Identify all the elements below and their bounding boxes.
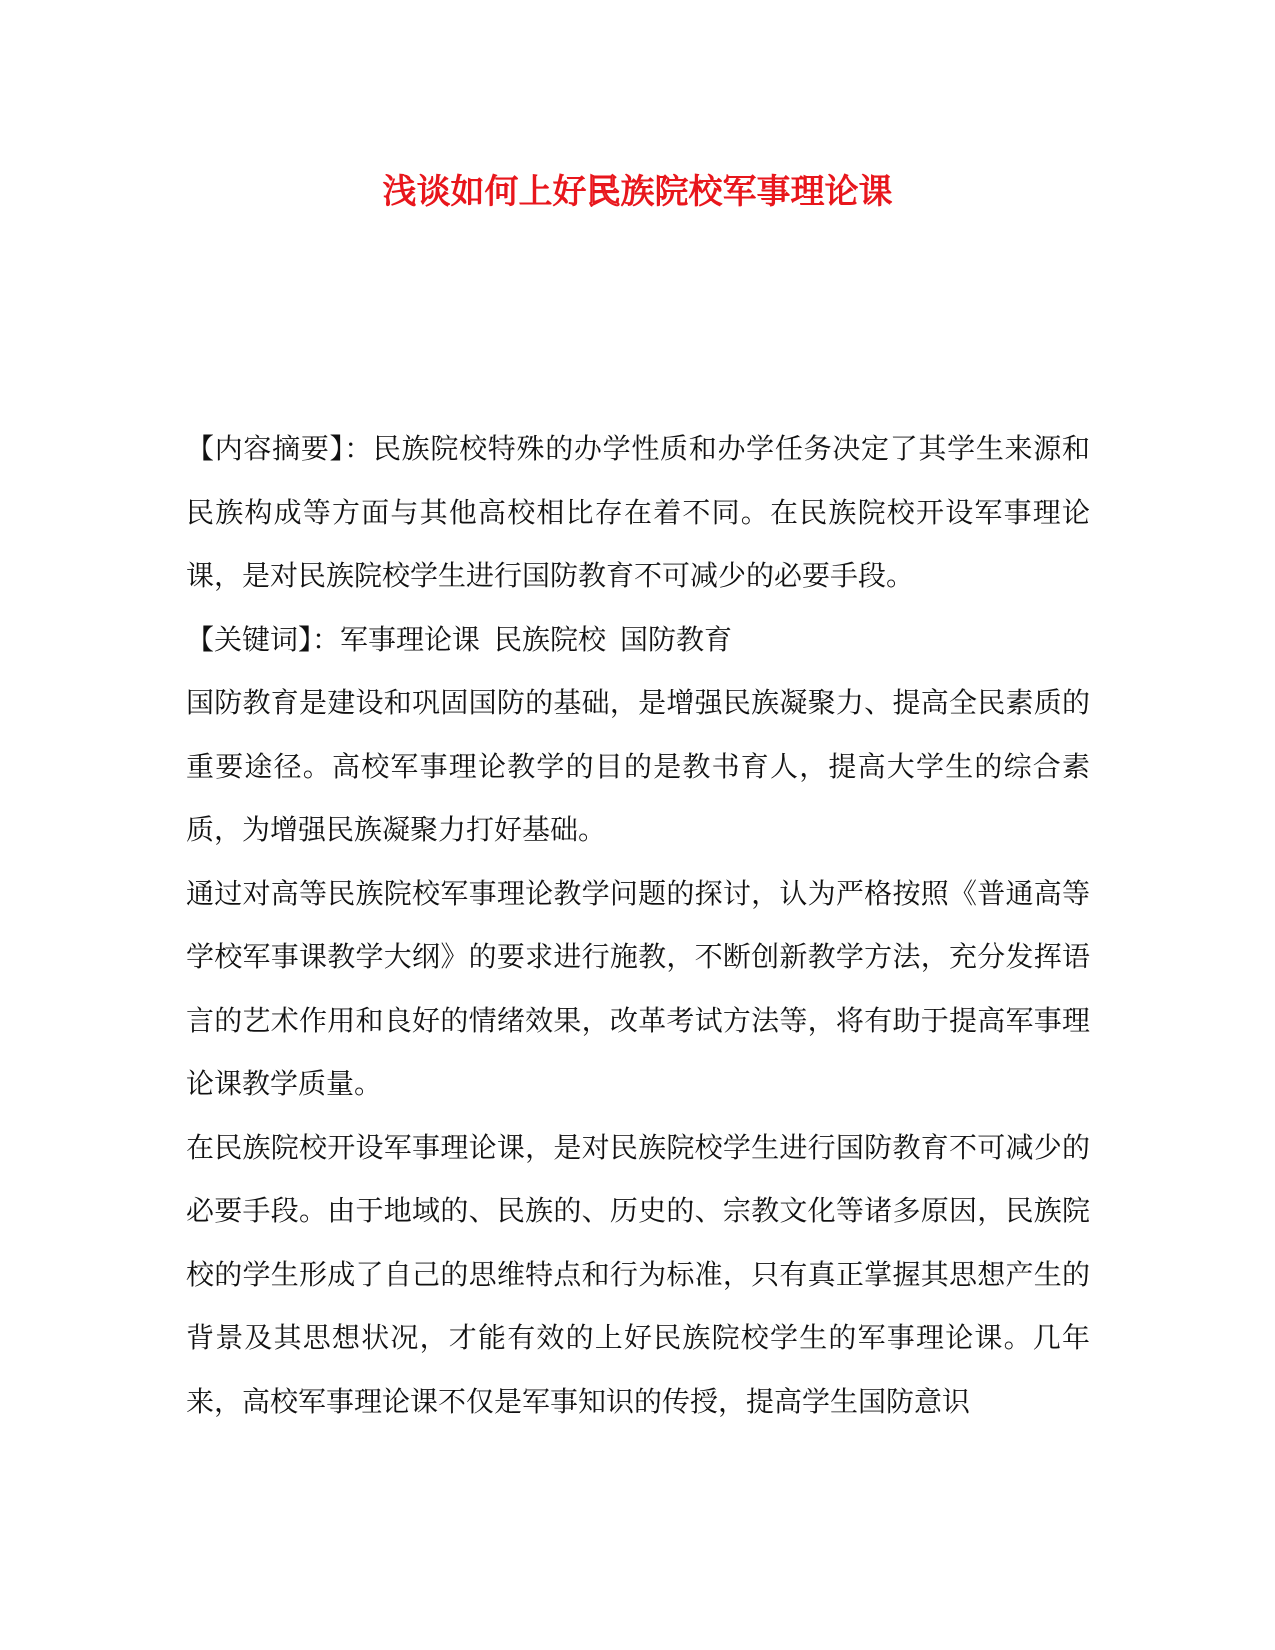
keyword-item: 国防教育 — [620, 622, 733, 656]
document-body — [186, 417, 1090, 1433]
keyword-item: 军事理论课 — [340, 622, 481, 656]
body-paragraph: 国防教育是建设和巩固国防的基础，是增强民族凝聚力、提高全民素质的重要途径。高校军事理论教学的目的是教书育人，提高大学生的综合素质，为增强民族凝聚力打好基础。 — [186, 686, 1090, 846]
abstract-label: 【内容摘要】： — [186, 432, 373, 465]
keywords-label: 【关键词】： — [186, 622, 341, 656]
title-part-2: 族院校军事理论课 — [620, 172, 893, 212]
body-paragraph: 通过对高等民族院校军事理论教学问题的探讨，认为严格按照《普通高等学校军事课教学大纲》的要求进行施教，不断创新教学方法，充分发挥语言的艺术作用和良好的情绪效果，改革考试方法等，将有助于提高军事理论课教学质量。 — [186, 876, 1090, 1100]
body-paragraph: 在民族院校开设军事理论课，是对民族院校学生进行国防教育不可减少的必要手段。由于地域的、民族的、历史的、宗教文化等诸多原因，民族院校的学生形成了自己的思维特点和行为标准，只有真正掌握其思想产生的背景及其思想状况，才能有效的上好民族院校学生的军事理论课。几年来，高校军事理论课不仅是军事知识的传授，提高学生国防意识 — [186, 1130, 1090, 1418]
abstract-paragraph — [186, 417, 1090, 608]
keywords-paragraph — [186, 608, 1090, 672]
abstract-text: 民族院校特殊的办学性质和办学任务决定了其学生来源和民族构成等方面与其他高校相比存在着不同。在民族院校开设军事理论课，是对民族院校学生进行国防教育不可减少的必要手段。 — [186, 432, 1090, 592]
title-ghost-char: 民 — [586, 172, 621, 212]
title-part-1: 浅谈如何上好 — [382, 172, 587, 212]
keyword-item: 民族院校 — [494, 622, 607, 656]
document-title — [0, 170, 1275, 214]
